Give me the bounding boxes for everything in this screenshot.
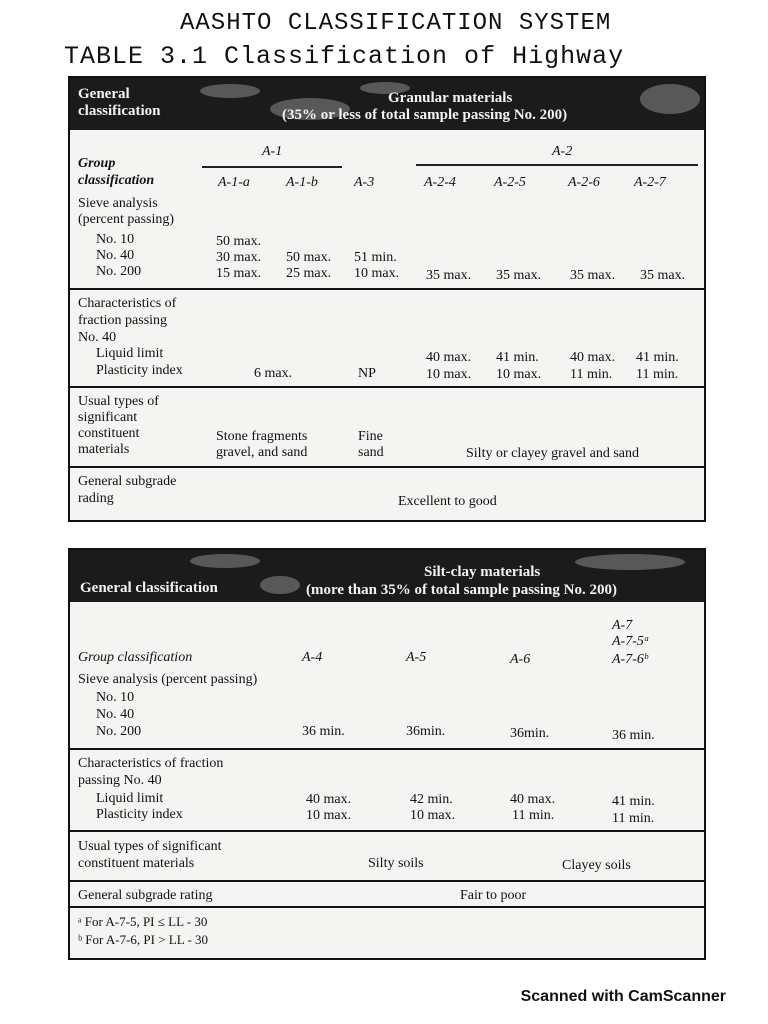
group-a2-label: A-2: [552, 144, 573, 159]
table-header-bar: [70, 78, 704, 130]
column-header: A-2-6: [568, 175, 600, 190]
group-a1-label: A-1: [262, 144, 283, 159]
types-label: constituent materials: [78, 856, 195, 871]
column-header: A-3: [354, 175, 375, 190]
table-cell: 10 max.: [426, 367, 472, 382]
table-cell: Silty soils: [368, 856, 424, 871]
sieve-row-label: No. 10: [96, 232, 135, 247]
column-header: A-2-7: [634, 175, 666, 190]
table-cell: 40 max.: [306, 792, 352, 807]
column-header: A-5: [406, 650, 427, 665]
sieve-analysis-label: Sieve analysis (percent passing): [78, 672, 258, 687]
table-caption: TABLE 3.1 Classification of Highway: [64, 42, 625, 71]
group-label-2: classification: [78, 173, 155, 188]
header-general-classification: General classification: [80, 580, 218, 596]
characteristics-label: passing No. 40: [78, 773, 162, 788]
sieve-row-label: No. 10: [96, 690, 135, 705]
table-cell: 41 min.: [496, 350, 539, 365]
types-label: Usual types of significant: [78, 839, 222, 854]
rating-label: rading: [78, 491, 114, 506]
plasticity-index-label: Plasticity index: [96, 363, 183, 378]
plasticity-index-label: Plasticity index: [96, 807, 183, 822]
table-cell: 36 min.: [612, 728, 655, 743]
header-silt-clay-title: Silt-clay materials: [424, 564, 541, 580]
table-cell: 50 max.: [216, 234, 262, 249]
rating-label: General subgrade rating: [78, 888, 213, 903]
header-silt-clay-subtitle: (more than 35% of total sample passing No. 200): [306, 582, 617, 598]
table-cell: Fair to poor: [460, 888, 527, 903]
table-cell: 6 max.: [254, 366, 293, 381]
table-cell: 11 min.: [570, 367, 613, 382]
group-label-1: Group: [78, 156, 116, 171]
characteristics-label: fraction passing: [78, 313, 168, 328]
table-cell: 10 max.: [496, 367, 542, 382]
sieve-analysis-label: Sieve analysis: [78, 196, 158, 211]
characteristics-label: No. 40: [78, 330, 117, 345]
table-cell: 11 min.: [636, 367, 679, 382]
silt-clay-materials-table: [68, 548, 706, 960]
table-cell: 36min.: [510, 726, 550, 741]
column-header-a7: A-7: [612, 618, 633, 633]
table-cell: NP: [358, 366, 376, 381]
table-cell: 35 max.: [570, 268, 616, 283]
table-cell: Clayey soils: [562, 858, 631, 873]
table-cell: 10 max.: [410, 808, 456, 823]
group-classification-label: Group classification: [78, 650, 193, 665]
types-label: constituent: [78, 426, 140, 441]
column-header: A-2-5: [494, 175, 526, 190]
table-cell: 36 min.: [302, 724, 345, 739]
footnote-a: ᵃ For A-7-5, PI ≤ LL - 30: [78, 914, 208, 929]
table-cell: Fine: [358, 429, 383, 444]
table-cell: 40 max.: [426, 350, 472, 365]
sieve-row-label: No. 40: [96, 248, 135, 263]
liquid-limit-label: Liquid limit: [96, 346, 164, 361]
table-cell: 11 min.: [612, 811, 655, 826]
table-cell: 15 max.: [216, 266, 262, 281]
sieve-row-label: No. 200: [96, 724, 142, 739]
header-granular-title: Granular materials: [388, 90, 513, 106]
table-cell: sand: [358, 445, 384, 460]
table-cell: 10 max.: [306, 808, 352, 823]
column-header: A-6: [510, 652, 531, 667]
table-cell: 40 max.: [510, 792, 556, 807]
column-header: A-1-a: [218, 175, 250, 190]
table-cell: 35 max.: [496, 268, 542, 283]
column-header-a7-6: A-7-6ᵇ: [612, 652, 648, 667]
table-cell: Excellent to good: [398, 494, 497, 509]
column-header: A-1-b: [286, 175, 318, 190]
liquid-limit-label: Liquid limit: [96, 791, 164, 806]
table-cell: 35 max.: [426, 268, 472, 283]
table-cell: 11 min.: [512, 808, 555, 823]
types-label: Usual types of: [78, 394, 159, 409]
table-cell: 25 max.: [286, 266, 332, 281]
table-cell: 41 min.: [612, 794, 655, 809]
sieve-analysis-sublabel: (percent passing): [78, 212, 175, 227]
sieve-row-label: No. 40: [96, 707, 135, 722]
header-granular-subtitle: (35% or less of total sample passing No. 200): [282, 107, 568, 123]
page-title: AASHTO CLASSIFICATION SYSTEM: [180, 10, 612, 37]
table-cell: 10 max.: [354, 266, 400, 281]
header-classification-label: classification: [78, 103, 161, 119]
scanner-watermark: Scanned with CamScanner: [520, 988, 726, 1005]
characteristics-label: Characteristics of: [78, 296, 177, 311]
table-cell: 51 min.: [354, 250, 397, 265]
table-cell: 30 max.: [216, 250, 262, 265]
characteristics-label: Characteristics of fraction: [78, 756, 224, 771]
granular-materials-table: [68, 76, 706, 522]
header-general-label: General: [78, 86, 130, 102]
table-header-bar: [70, 550, 704, 602]
table-cell: Silty or clayey gravel and sand: [466, 446, 640, 461]
table-cell: 36min.: [406, 724, 446, 739]
types-label: materials: [78, 442, 130, 457]
table-cell: 50 max.: [286, 250, 332, 265]
column-header: A-2-4: [424, 175, 456, 190]
column-header: A-4: [302, 650, 323, 665]
rating-label: General subgrade: [78, 474, 177, 489]
table-cell: 42 min.: [410, 792, 453, 807]
table-cell: 40 max.: [570, 350, 616, 365]
footnote-b: ᵇ For A-7-6, PI > LL - 30: [78, 932, 209, 947]
sieve-row-label: No. 200: [96, 264, 142, 279]
column-header-a7-5: A-7-5ᵃ: [612, 634, 650, 649]
types-label: significant: [78, 410, 138, 425]
table-cell: 35 max.: [640, 268, 686, 283]
table-cell: Stone fragments: [216, 429, 308, 444]
table-cell: 41 min.: [636, 350, 679, 365]
table-cell: gravel, and sand: [216, 445, 308, 460]
